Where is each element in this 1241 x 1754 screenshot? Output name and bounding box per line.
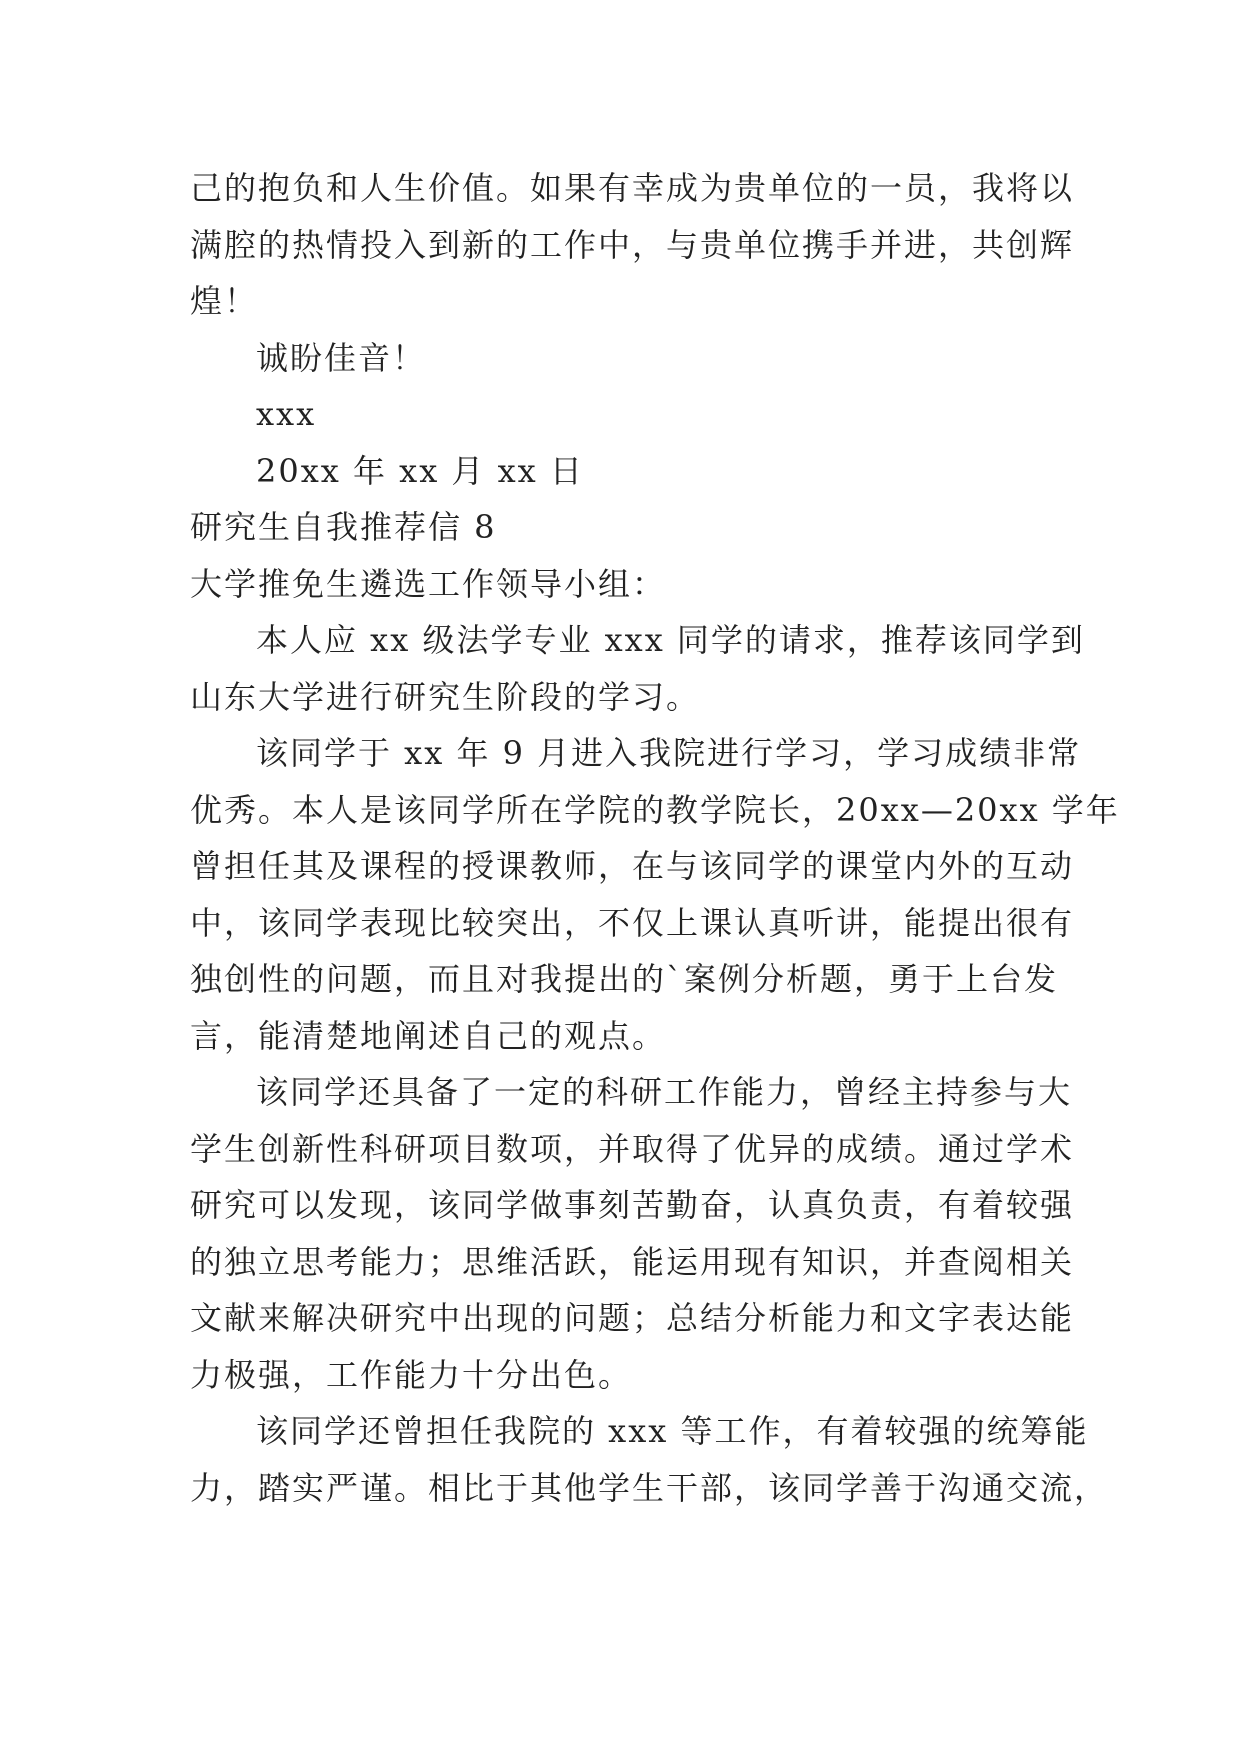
signature-date: 20xx 年 xx 月 xx 日 bbox=[256, 451, 584, 490]
body-line: 力，踏实严谨。相比于其他学生干部，该同学善于沟通交流， bbox=[190, 1468, 1109, 1507]
body-line: 的独立思考能力；思维活跃，能运用现有知识，并查阅相关 bbox=[190, 1242, 1075, 1281]
body-line: 中，该同学表现比较突出，不仅上课认真听讲，能提出很有 bbox=[190, 903, 1075, 942]
body-line: 优秀。本人是该同学所在学院的教学院长，20xx—20xx 学年 bbox=[190, 790, 1120, 829]
body-line: 煌！ bbox=[190, 282, 259, 320]
body-line: 研究可以发现，该同学做事刻苦勤奋，认真负责，有着较强 bbox=[190, 1186, 1075, 1224]
body-line: 满腔的热情投入到新的工作中，与贵单位携手并进，共创辉 bbox=[190, 225, 1075, 264]
body-line: 本人应 xx 级法学专业 xxx 同学的请求，推荐该同学到 bbox=[256, 621, 1085, 659]
body-line: 该同学还曾担任我院的 xxx 等工作，有着较强的统筹能 bbox=[256, 1412, 1089, 1450]
document-body bbox=[190, 160, 1120, 1516]
letter-salutation: 大学推免生遴选工作领导小组： bbox=[190, 564, 667, 603]
body-line: 曾担任其及课程的授课教师，在与该同学的课堂内外的互动 bbox=[190, 847, 1075, 885]
signature-name: xxx bbox=[256, 395, 317, 433]
section-title: 研究生自我推荐信 8 bbox=[190, 508, 497, 546]
body-line: 山东大学进行研究生阶段的学习。 bbox=[190, 677, 701, 716]
closing-phrase: 诚盼佳音！ bbox=[256, 338, 427, 377]
body-line: 言，能清楚地阐述自己的观点。 bbox=[190, 1016, 667, 1055]
body-line: 该同学于 xx 年 9 月进入我院进行学习，学习成绩非常 bbox=[256, 734, 1082, 772]
body-line: 文献来解决研究中出现的问题；总结分析能力和文字表达能 bbox=[190, 1299, 1075, 1337]
body-line: 该同学还具备了一定的科研工作能力，曾经主持参与大 bbox=[256, 1073, 1073, 1111]
body-line: 己的抱负和人生价值。如果有幸成为贵单位的一员，我将以 bbox=[190, 169, 1075, 207]
body-line: 力极强，工作能力十分出色。 bbox=[190, 1355, 633, 1394]
body-line: 学生创新性科研项目数项，并取得了优异的成绩。通过学术 bbox=[190, 1129, 1075, 1168]
body-line: 独创性的问题，而且对我提出的`案例分析题，勇于上台发 bbox=[190, 960, 1059, 998]
